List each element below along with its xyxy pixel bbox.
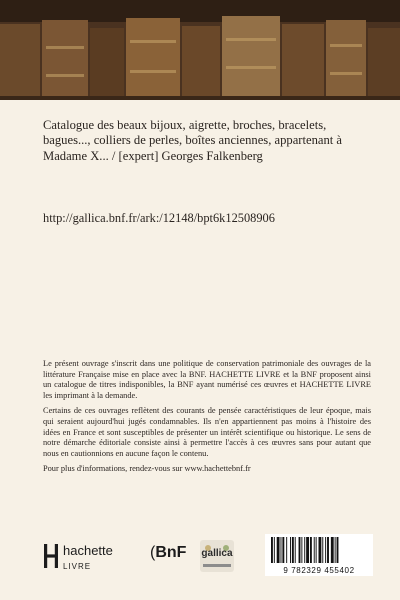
bnf-name: BnF	[155, 544, 187, 561]
hachette-sub: LIVRE	[63, 561, 92, 571]
cover-photo	[0, 0, 400, 100]
barcode-bar	[281, 537, 282, 563]
hachette-h-icon	[43, 543, 59, 569]
barcode-bar	[292, 537, 294, 563]
barcode-bar	[286, 537, 287, 563]
back-cover-page	[0, 100, 400, 600]
barcode-bar	[290, 537, 291, 563]
barcode-number: 9 782329 455402	[283, 566, 355, 575]
barcode-bar	[325, 537, 326, 563]
barcode-bar	[316, 537, 317, 563]
hachette-name: hachette	[63, 542, 113, 558]
barcode-bar	[331, 537, 334, 563]
hachette-logo	[43, 540, 113, 572]
barcode-bar	[277, 537, 280, 563]
barcode-bar	[299, 537, 301, 563]
bookshelf-photo-icon	[0, 0, 400, 100]
barcode-bar	[337, 537, 339, 563]
barcode-bar	[304, 537, 305, 563]
barcode-bar	[310, 537, 312, 563]
barcode-bar	[335, 537, 336, 563]
ean13-barcode-icon	[265, 534, 373, 566]
barcode-bar	[319, 537, 322, 563]
barcode-bar	[314, 537, 315, 563]
bnf-bracket-icon: (	[150, 544, 156, 561]
notice-paragraph: Le présent ouvrage s'inscrit dans une politique de conservation patrimoniale des ouvrages de la littérature Française mise en place avec la BNF. HACHETTE LIVRE et la BNF proposent ainsi un catalogue de titres indisponibles, la BNF ayant numérisé ces œuvres et HACHETTE LIVRE les imprimant à la demande.	[43, 359, 371, 400]
barcode-bar	[282, 537, 284, 563]
barcode-bar	[327, 537, 329, 563]
barcode-bar	[271, 537, 273, 563]
notice-paragraph: Pour plus d'informations, rendez-vous sur www.hachettebnf.fr	[43, 464, 251, 474]
book-title: Catalogue des beaux bijoux, aigrette, broches, bracelets, bagues..., colliers de perles, boîtes anciennes, appartenant à Madame X... / [expert] Georges Falkenberg	[43, 118, 342, 163]
barcode-bar	[295, 537, 296, 563]
gallica-name: gallica	[201, 548, 233, 559]
barcode-bar	[306, 537, 309, 563]
bnf-logo	[150, 544, 186, 562]
barcode-bar	[301, 537, 302, 563]
publisher-notice	[43, 359, 371, 480]
publisher-footer	[43, 540, 373, 576]
notice-paragraph: Certains de ces ouvrages reflètent des courants de pensée caractéristiques de leur époque, mais qui seraient aujourd'hui jugés condamnables. Ils n'en appartiennent pas moins à l'histoire des idées en France et sont susceptibles de présenter un intérêt scientifique ou historique. Le sens de notre démarche éditoriale consiste ainsi à permettre l'accès à ces œuvres sans pour autant que nous en cautionnions en aucune façon le contenu.	[43, 406, 371, 458]
barcode-bar	[274, 537, 275, 563]
isbn-barcode	[265, 534, 373, 576]
gallica-ark-url: http://gallica.bnf.fr/ark:/12148/bpt6k12508906	[43, 211, 275, 225]
gallica-logo	[200, 540, 234, 572]
barcode-bar	[322, 537, 323, 563]
